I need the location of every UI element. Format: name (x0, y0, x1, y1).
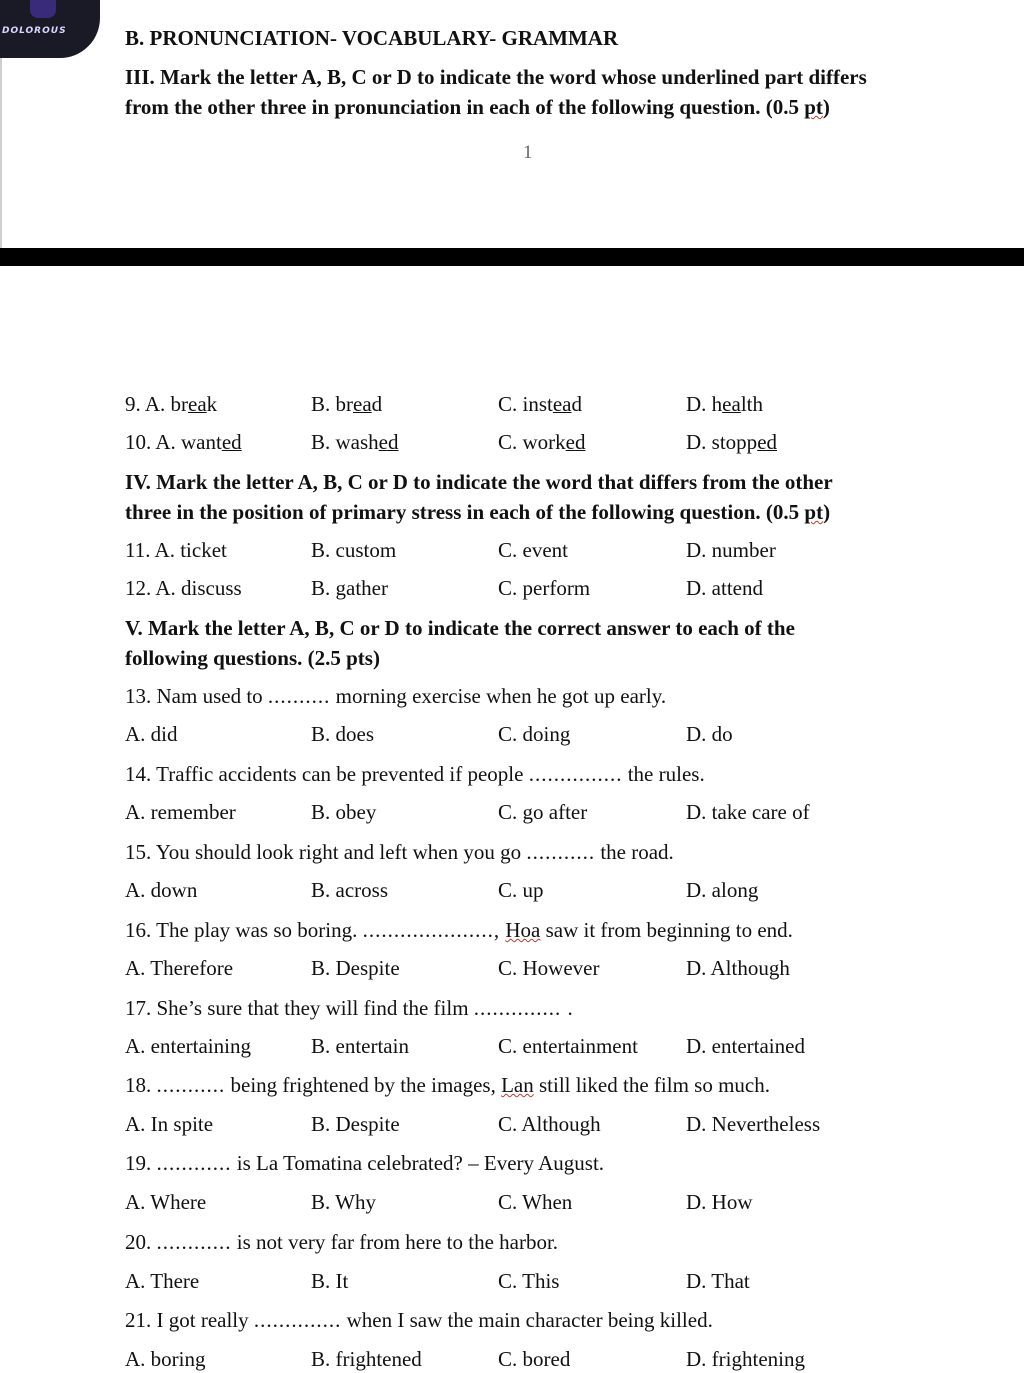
q19-option-a: A. Where (125, 1190, 207, 1214)
q14-stem: 14. Traffic accidents can be prevented if people ............... the rules. (125, 762, 705, 786)
q14-option-d: D. take care of (686, 800, 810, 824)
q17-stem: 17. She’s sure that they will find the film .............. . (125, 996, 574, 1020)
q18-option-d: D. Nevertheless (686, 1112, 821, 1136)
q9-option-b: B. bread (311, 392, 383, 416)
q17-option-a: A. entertaining (125, 1034, 251, 1058)
q12-option-d: D. attend (686, 576, 763, 600)
q14-option-a: A. remember (125, 800, 236, 824)
q14-option-b: B. obey (311, 800, 377, 824)
q13-option-a: A. did (125, 722, 178, 746)
section-title: B. PRONUNCIATION- VOCABULARY- GRAMMAR (125, 26, 619, 50)
watermark-label: DOLOROUS (2, 26, 67, 36)
q18-option-c: C. Although (498, 1112, 601, 1136)
q16-option-a: A. Therefore (125, 956, 234, 980)
q18-option-b: B. Despite (311, 1112, 400, 1136)
q15-option-b: B. across (311, 878, 388, 902)
page-number: 1 (523, 142, 533, 163)
watermark-badge (0, 0, 100, 58)
q9-option-c: C. instead (498, 392, 583, 416)
q9-option-d: D. health (686, 392, 763, 416)
q12-option-c: C. perform (498, 576, 591, 600)
q10-option-c: C. worked (498, 430, 586, 454)
part3-instruction (125, 62, 867, 122)
q12-option-b: B. gather (311, 576, 388, 600)
q20-option-d: D. That (686, 1269, 750, 1293)
q17-option-c: C. entertainment (498, 1034, 638, 1058)
q19-option-b: B. Why (311, 1190, 376, 1214)
page-divider (0, 248, 1024, 266)
q10-option-a: 10. A. wanted (125, 430, 242, 454)
q17-option-d: D. entertained (686, 1034, 805, 1058)
q21-option-d: D. frightening (686, 1347, 805, 1371)
q13-option-c: C. doing (498, 722, 571, 746)
q16-stem: 16. The play was so boring. ....................., Hoa saw it from beginning to end. (125, 918, 793, 942)
q18-option-a: A. In spite (125, 1112, 214, 1136)
q13-option-d: D. do (686, 722, 733, 746)
page-edge-line (0, 58, 2, 248)
part5-line1: V. Mark the letter A, B, C or D to indicate the correct answer to each of the (125, 616, 795, 640)
part3-line2: from the other three in pronunciation in each of the following question. (0.5 pt) (125, 95, 830, 119)
part4-instruction (125, 467, 833, 527)
q10-option-b: B. washed (311, 430, 399, 454)
q21-option-b: B. frightened (311, 1347, 422, 1371)
q16-option-d: D. Although (686, 956, 790, 980)
q16-option-b: B. Despite (311, 956, 400, 980)
q11-option-c: C. event (498, 538, 568, 562)
part5-instruction (125, 613, 795, 673)
q21-stem: 21. I got really .............. when I saw the main character being killed. (125, 1308, 713, 1332)
q15-option-c: C. up (498, 878, 544, 902)
q11-option-b: B. custom (311, 538, 397, 562)
q20-stem: 20. ............ is not very far from here to the harbor. (125, 1230, 559, 1254)
q17-option-b: B. entertain (311, 1034, 409, 1058)
part5-line2: following questions. (2.5 pts) (125, 646, 380, 670)
part3-line1: III. Mark the letter A, B, C or D to indicate the word whose underlined part differs (125, 65, 867, 89)
q15-stem: 15. You should look right and left when you go ........... the road. (125, 840, 674, 864)
part4-line2: three in the position of primary stress in each of the following question. (0.5 pt) (125, 500, 831, 524)
q12-option-a: 12. A. discuss (125, 576, 242, 600)
q20-option-a: A. There (125, 1269, 200, 1293)
q11-option-a: 11. A. ticket (125, 538, 227, 562)
q14-option-c: C. go after (498, 800, 588, 824)
q19-option-d: D. How (686, 1190, 753, 1214)
q13-stem: 13. Nam used to .......... morning exercise when he got up early. (125, 684, 667, 708)
q9-option-a: 9. A. break (125, 392, 218, 416)
q19-stem: 19. ............ is La Tomatina celebrated? – Every August. (125, 1151, 605, 1175)
q19-option-c: C. When (498, 1190, 573, 1214)
part4-line1: IV. Mark the letter A, B, C or D to indicate the word that differs from the other (125, 470, 833, 494)
q13-option-b: B. does (311, 722, 374, 746)
q21-option-a: A. boring (125, 1347, 206, 1371)
q16-option-c: C. However (498, 956, 600, 980)
q18-stem: 18. ........... being frightened by the images, Lan still liked the film so much. (125, 1073, 770, 1097)
q15-option-d: D. along (686, 878, 759, 902)
q20-option-c: C. This (498, 1269, 560, 1293)
q10-option-d: D. stopped (686, 430, 778, 454)
q15-option-a: A. down (125, 878, 198, 902)
mascot-icon (30, 0, 56, 18)
q11-option-d: D. number (686, 538, 776, 562)
q21-option-c: C. bored (498, 1347, 571, 1371)
q20-option-b: B. It (311, 1269, 349, 1293)
